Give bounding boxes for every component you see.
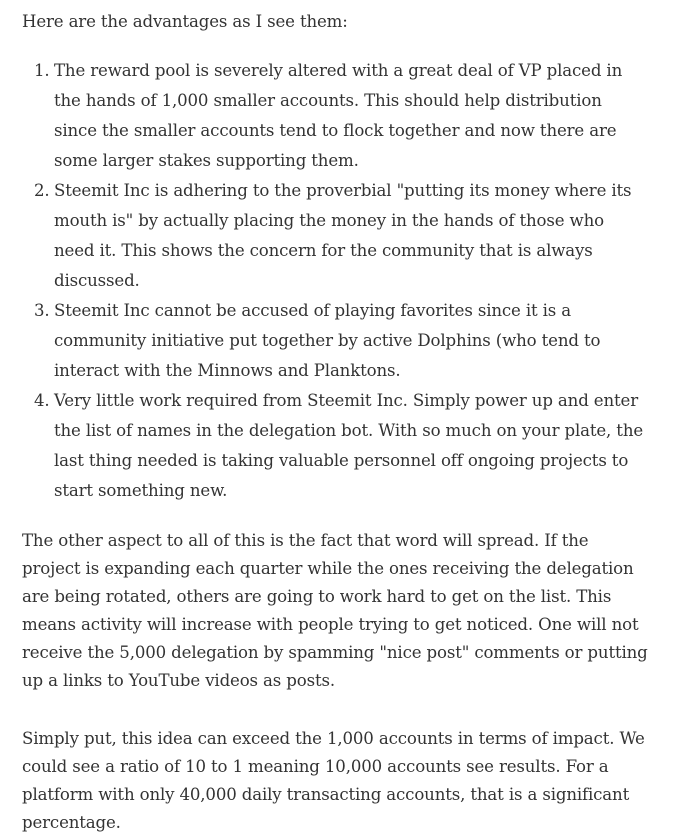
text-line: are being rotated, others are going to work hard to get on the list. This <box>22 587 612 606</box>
list-number: 2. <box>34 181 50 200</box>
text-line: the hands of 1,000 smaller accounts. This should help distribution <box>54 91 602 110</box>
text-line: project is expanding each quarter while the ones receiving the delegation <box>22 559 634 578</box>
text-line: could see a ratio of 10 to 1 meaning 10,000 accounts see results. For a <box>22 757 609 776</box>
text-line: the list of names in the delegation bot. With so much on your plate, the <box>54 421 644 440</box>
text-line: start something new. <box>54 481 228 500</box>
text-line: last thing needed is taking valuable personnel off ongoing projects to <box>54 451 629 470</box>
text-line: need it. This shows the concern for the community that is always <box>54 241 593 260</box>
text-line: platform with only 40,000 daily transacting accounts, that is a significant <box>22 785 630 804</box>
text-line: Simply put, this idea can exceed the 1,000 accounts in terms of impact. We <box>22 729 645 748</box>
advantage-item-2 <box>22 176 673 296</box>
text-line: means activity will increase with people trying to get noticed. One will not <box>22 615 639 634</box>
advantage-item-1 <box>22 56 673 176</box>
text-line: percentage. <box>22 813 121 832</box>
text-line: Steemit Inc is adhering to the proverbial "putting its money where its <box>54 181 632 200</box>
text-line: some larger stakes supporting them. <box>54 151 359 170</box>
text-line: community initiative put together by active Dolphins (who tend to <box>54 331 601 350</box>
text-line: discussed. <box>54 271 140 290</box>
text-line: receive the 5,000 delegation by spamming "nice post" comments or putting <box>22 643 648 662</box>
text-line: interact with the Minnows and Planktons. <box>54 361 401 380</box>
text-line: The other aspect to all of this is the fact that word will spread. If the <box>22 531 589 550</box>
text-line: The reward pool is severely altered with a great deal of VP placed in <box>54 61 623 80</box>
text-line: mouth is" by actually placing the money in the hands of those who <box>54 211 604 230</box>
text-line: up a links to YouTube videos as posts. <box>22 671 335 690</box>
advantage-item-3 <box>22 296 673 386</box>
intro-text: Here are the advantages as I see them: <box>22 12 348 31</box>
list-number: 1. <box>34 61 50 80</box>
paragraph-impact <box>22 725 673 837</box>
text-line: Steemit Inc cannot be accused of playing favorites since it is a <box>54 301 572 320</box>
text-line: Very little work required from Steemit Inc. Simply power up and enter <box>54 391 638 410</box>
advantages-list <box>22 56 673 506</box>
paragraph-word-spread <box>22 527 673 695</box>
list-number: 4. <box>34 391 50 410</box>
list-number: 3. <box>34 301 50 320</box>
text-line: since the smaller accounts tend to flock together and now there are <box>54 121 617 140</box>
advantage-item-4 <box>22 386 673 506</box>
